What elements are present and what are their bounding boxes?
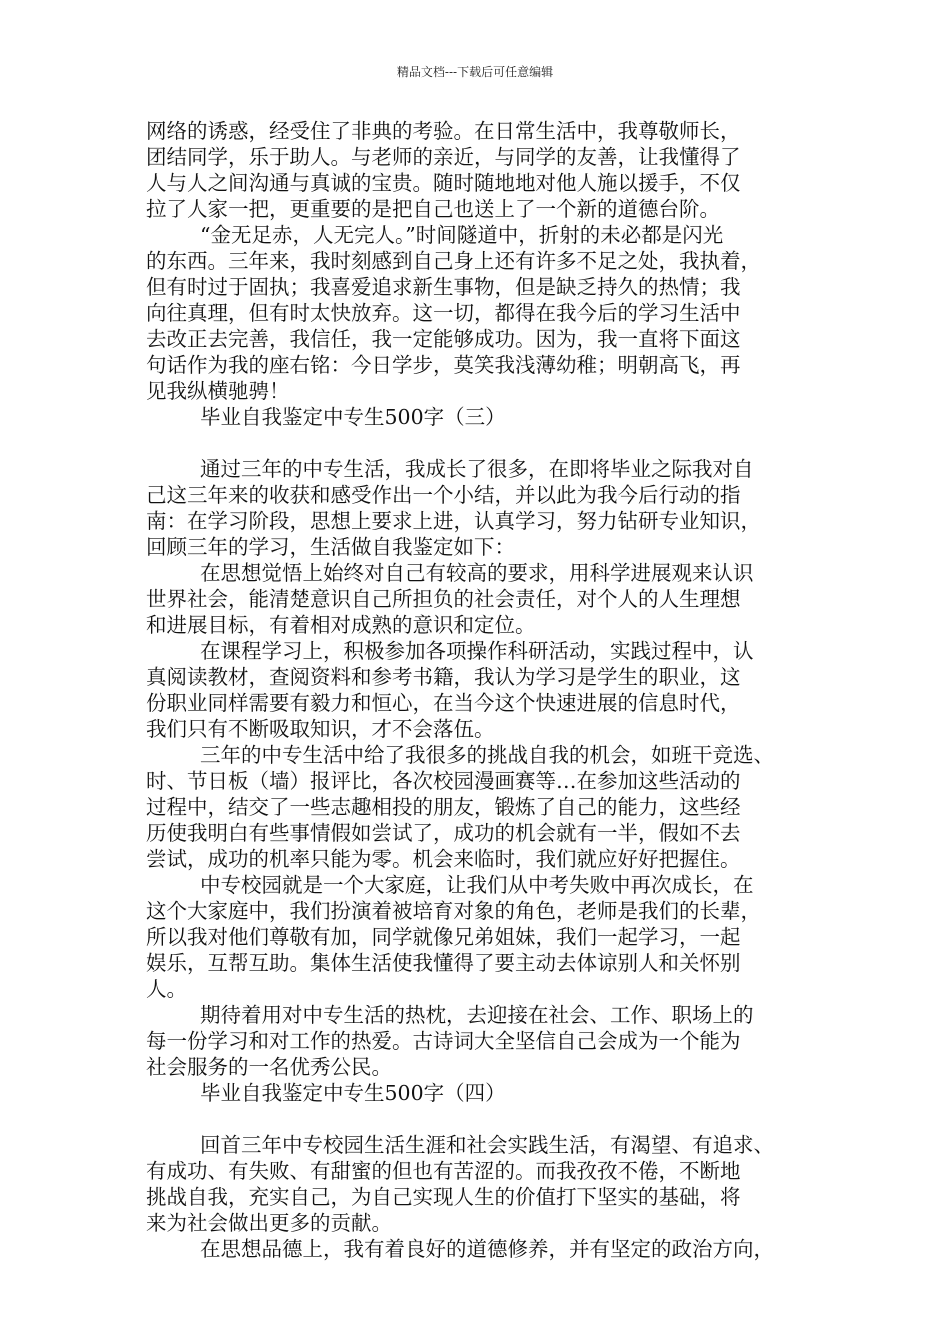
- text-line: 过程中，结交了一些志趣相投的朋友，锻炼了自己的能力，这些经: [146, 795, 741, 819]
- text-line: 人与人之间沟通与真诚的宝贵。随时随地地对他人施以援手，不仅: [146, 171, 741, 195]
- text-line: 在思想品德上，我有着良好的道德修养，并有坚定的政治方向，: [200, 1237, 774, 1261]
- text-line: 但有时过于固执；我喜爱追求新生事物，但是缺乏持久的热情；我: [146, 275, 741, 299]
- text-line: 期待着用对中专生活的热枕，去迎接在社会、工作、职场上的: [200, 1003, 754, 1027]
- text-line: 网络的诱惑，经受住了非典的考验。在日常生活中，我尊敬师长，: [146, 119, 741, 143]
- text-line: “金无足赤，人无完人。”时间隧道中，折射的未必都是闪光: [200, 223, 724, 247]
- text-line: 拉了人家一把，更重要的是把自己也送上了一个新的道德台阶。: [146, 197, 720, 221]
- text-line: 所以我对他们尊敬有加，同学就像兄弟姐妹，我们一起学习，一起: [146, 925, 741, 949]
- text-line: 团结同学，乐于助人。与老师的亲近，与同学的友善，让我懂得了: [146, 145, 741, 169]
- text-line: 有成功、有失败、有甜蜜的但也有苦涩的。而我孜孜不倦，不断地: [146, 1159, 741, 1183]
- text-line: 历使我明白有些事情假如尝试了，成功的机会就有一半，假如不去: [146, 821, 741, 845]
- text-line: 在思想觉悟上始终对自己有较高的要求，用科学进展观来认识: [200, 561, 754, 585]
- text-line: 的东西。三年来，我时刻感到自己身上还有许多不足之处，我执着，: [146, 249, 761, 273]
- text-line: 南：在学习阶段，思想上要求上进，认真学习，努力钻研专业知识，: [146, 509, 761, 533]
- text-line: 回顾三年的学习，生活做自我鉴定如下：: [146, 535, 515, 559]
- text-line: 见我纵横驰骋！: [146, 379, 290, 403]
- text-line: 来为社会做出更多的贡献。: [146, 1211, 392, 1235]
- text-line: 和进展目标，有着相对成熟的意识和定位。: [146, 613, 536, 637]
- document-body: [146, 118, 810, 1262]
- text-line: 娱乐，互帮互助。集体生活使我懂得了要主动去体谅别人和关怀别: [146, 951, 741, 975]
- text-line: 挑战自我，充实自己，为自己实现人生的价值打下坚实的基础，将: [146, 1185, 741, 1209]
- text-line: 社会服务的一名优秀公民。: [146, 1055, 392, 1079]
- text-line: 三年的中专生活中给了我很多的挑战自我的机会，如班干竞选、: [200, 743, 774, 767]
- text-line: 世界社会，能清楚意识自己所担负的社会责任，对个人的人生理想: [146, 587, 741, 611]
- section-heading: 毕业自我鉴定中专生500字（四）: [200, 1081, 506, 1105]
- text-line: 份职业同样需要有毅力和恒心，在当今这个快速进展的信息时代，: [146, 691, 741, 715]
- text-line: 这个大家庭中，我们扮演着被培育对象的角色，老师是我们的长辈，: [146, 899, 761, 923]
- text-line: 人。: [146, 977, 187, 1001]
- text-line: 真阅读教材，查阅资料和参考书籍，我认为学习是学生的职业，这: [146, 665, 741, 689]
- text-line: 句话作为我的座右铭：今日学步，莫笑我浅薄幼稚；明朝高飞，再: [146, 353, 741, 377]
- text-line: 回首三年中专校园生活生涯和社会实践生活，有渴望、有追求、: [200, 1133, 774, 1157]
- text-line: 在课程学习上，积极参加各项操作科研活动，实践过程中，认: [200, 639, 754, 663]
- page-header: 精品文档---下载后可任意编辑: [396, 65, 554, 79]
- text-line: 去改正去完善，我信任，我一定能够成功。因为，我一直将下面这: [146, 327, 741, 351]
- text-line: 己这三年来的收获和感受作出一个小结，并以此为我今后行动的指: [146, 483, 741, 507]
- text-line: 尝试，成功的机率只能为零。机会来临时，我们就应好好把握住。: [146, 847, 741, 871]
- text-line: 时、节日板（墙）报评比，各次校园漫画赛等…在参加这些活动的: [146, 769, 741, 793]
- text-line: 每一份学习和对工作的热爱。古诗词大全坚信自己会成为一个能为: [146, 1029, 741, 1053]
- section-heading: 毕业自我鉴定中专生500字（三）: [200, 405, 506, 429]
- text-line: 我们只有不断吸取知识，才不会落伍。: [146, 717, 495, 741]
- text-line: 中专校园就是一个大家庭，让我们从中考失败中再次成长，在: [200, 873, 754, 897]
- blank-line: [146, 430, 810, 456]
- blank-line: [146, 1106, 810, 1132]
- text-line: 通过三年的中专生活，我成长了很多，在即将毕业之际我对自: [200, 457, 754, 481]
- text-line: 向往真理，但有时太快放弃。这一切，都得在我今后的学习生活中: [146, 301, 741, 325]
